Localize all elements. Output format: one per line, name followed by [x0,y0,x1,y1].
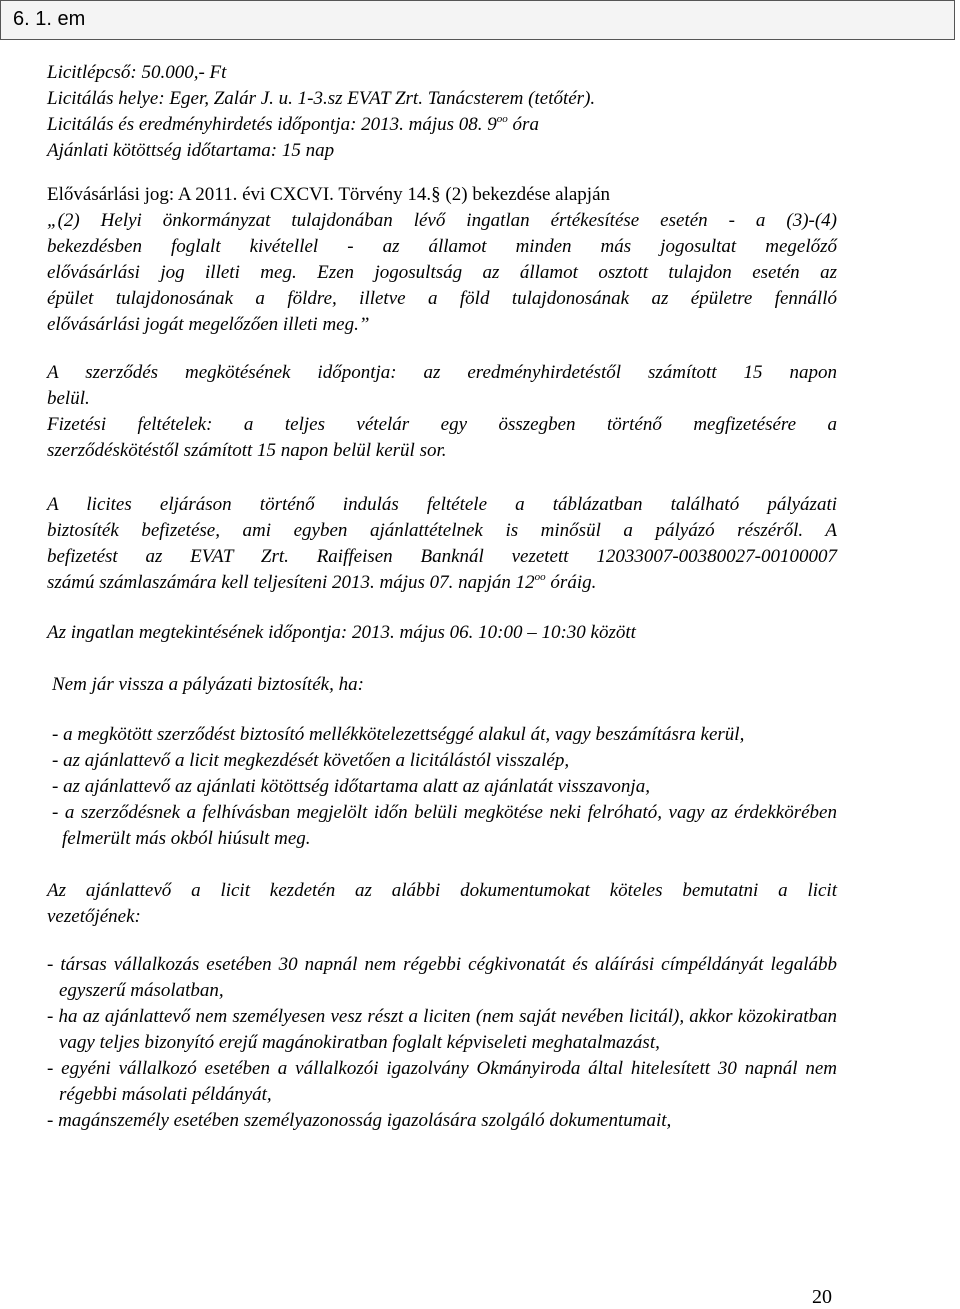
list-item: - a megkötött szerződést biztosító mellékkötelezettséggé alakul át, vagy beszámításra kerül, [52,724,745,745]
auction-info [47,60,837,164]
preemption-line: „(2) Helyi önkormányzat tulajdonában lévő ingatlan értékesítése esetén - a (3)-(4) [47,210,837,231]
deposit-line-main: számú számlaszámára kell teljesíteni 2013. május 07. napján 12 [47,572,535,593]
no-refund-title: Nem jár vissza a pályázati biztosíték, ha: [52,674,364,695]
preemption-line: elővásárlási jog illeti meg. Ezen jogosultság az államot osztott tulajdon esetén az [47,262,837,283]
list-item: - magánszemély esetében személyazonosság igazolására szolgáló dokumentumait, [47,1110,672,1131]
preemption-line: bekezdésben foglalt kivétellel - az államot minden más jogosultat megelőző [47,236,837,257]
section-header [0,0,955,40]
list-item: - az ajánlattevő az ajánlati kötöttség időtartama alatt az ajánlatát visszavonja, [52,776,650,797]
auction-increment: Licitlépcső: 50.000,- Ft [47,62,227,83]
auction-date-main: Licitálás és eredményhirdetés időpontja: 2013. május 08. 9 [47,114,497,135]
viewing-date: Az ingatlan megtekintésének időpontja: 2013. május 06. 10:00 – 10:30 között [47,622,636,643]
no-refund-list [52,722,837,852]
preemption-section [47,182,837,338]
documents-title: vezetőjének: [47,906,141,927]
contract-section [47,360,837,464]
auction-date [47,112,837,138]
payment-terms-line: Fizetési feltételek: a teljes vételár egy összegben történő megfizetésére a [47,414,837,435]
deposit-section [47,492,837,596]
contract-date-line: A szerződés megkötésének időpontja: az eredményhirdetéstől számított 15 napon [47,362,837,383]
documents-title: Az ajánlattevő a licit kezdetén az alábbi dokumentumokat köteles bemutatni a licit [47,880,837,901]
page-number: 20 [812,1286,832,1308]
list-item: - egyéni vállalkozó esetében a vállalkozói igazolvány Okmányiroda által hitelesített 30 napnál nem régebbi másolati példányát, [47,1058,837,1105]
list-item: - ha az ajánlattevő nem személyesen vesz részt a liciten (nem saját nevében licitál), akkor közokiratban vagy teljes bizonyító erejű magánokiratban foglalt képviseleti meghatalmazást, [47,1006,837,1053]
preemption-line: elővásárlási jogát megelőzően illeti meg.” [47,314,370,335]
viewing-section [47,620,837,646]
deposit-line: befizetést az EVAT Zrt. Raiffeisen Banknál vezetett 12033007-00380027-00100007 [47,546,837,567]
document-body [47,60,837,1134]
list-item: - a szerződésnek a felhívásban megjelölt időn belüli megkötése neki felróható, vagy az érdekkörében felmerült más okból hiúsult meg. [52,802,837,849]
auction-place: Licitálás helye: Eger, Zalár J. u. 1-3.sz EVAT Zrt. Tanácsterem (tetőtér). [47,88,596,109]
auction-date-sup: oo [496,113,508,125]
contract-date-line: belül. [47,388,90,409]
deposit-line: biztosíték befizetése, ami egyben ajánlattételnek is minősül a pályázó részéről. A [47,520,837,541]
deposit-line-sup: oo [534,571,546,583]
deposit-line [47,570,837,596]
documents-section [47,878,837,1134]
documents-list [47,952,837,1134]
section-header-label: 6. 1. em [13,8,86,30]
list-item: - társas vállalkozás esetében 30 napnál nem régebbi cégkivonatát és aláírási címpéldányát legalább egyszerű másolatban, [47,954,837,1001]
auction-date-tail: óra [507,114,539,135]
payment-terms-line: szerződéskötéstől számított 15 napon belül kerül sor. [47,440,447,461]
list-item: - az ajánlattevő a licit megkezdését követően a licitálástól visszalép, [52,750,570,771]
auction-binding: Ajánlati kötöttség időtartama: 15 nap [47,140,335,161]
preemption-line: épület tulajdonosának a földre, illetve a föld tulajdonosának az épületre fennálló [47,288,837,309]
deposit-line-tail: óráig. [545,572,597,593]
preemption-intro: Elővásárlási jog: A 2011. évi CXCVI. Törvény 14.§ (2) bekezdése alapján [47,184,611,205]
deposit-line: A licites eljáráson történő indulás feltétele a táblázatban található pályázati [47,494,837,515]
no-refund-section [47,672,837,852]
